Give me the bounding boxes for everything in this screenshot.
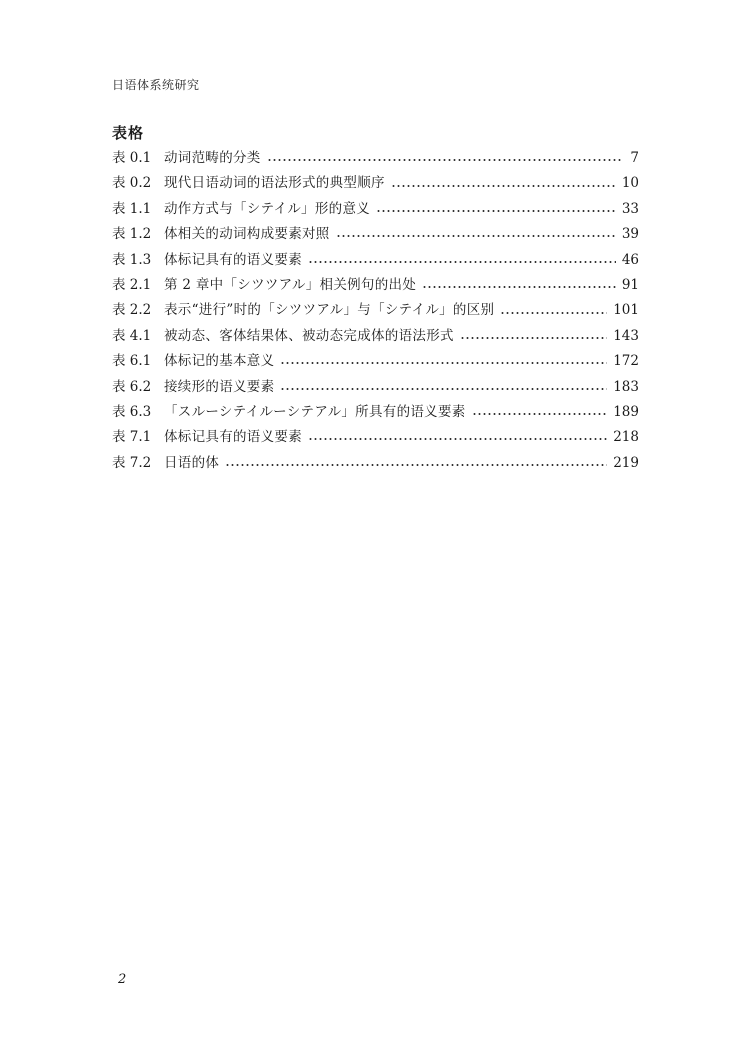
- entry-number: 表 7.1: [112, 429, 152, 446]
- toc-entry[interactable]: [112, 146, 639, 171]
- dot-leader: [308, 261, 616, 263]
- entry-title: 「スルーシテイルーシテアル」所具有的语义要素: [164, 403, 466, 420]
- entry-title: 动作方式与「シテイル」形的意义: [164, 200, 371, 217]
- entry-number: 表 6.2: [112, 378, 152, 395]
- entry-title: 第 2 章中「シツツアル」相关例句的出处: [164, 276, 417, 293]
- dot-leader: [376, 210, 616, 212]
- entry-page: 91: [621, 276, 639, 293]
- entry-number: 表 6.1: [112, 353, 152, 370]
- entry-title: 日语的体: [164, 454, 220, 471]
- entry-page: 10: [621, 175, 639, 192]
- entry-number: 表 1.2: [112, 226, 152, 243]
- toc-entry[interactable]: [112, 451, 639, 476]
- entry-title: 现代日语动词的语法形式的典型顺序: [164, 175, 385, 192]
- dot-leader: [391, 185, 616, 187]
- entry-number: 表 2.2: [112, 302, 152, 319]
- entry-page: 101: [613, 302, 639, 319]
- entry-title: 体标记具有的语义要素: [164, 251, 302, 268]
- entry-number: 表 6.3: [112, 403, 152, 420]
- running-header: 日语体系统研究: [112, 78, 200, 92]
- entry-page: 218: [613, 429, 639, 446]
- section-title: 表格: [112, 124, 145, 142]
- toc-entry[interactable]: [112, 222, 639, 247]
- entry-page: 189: [613, 403, 639, 420]
- entry-title: 体标记的基本意义: [164, 353, 275, 370]
- entry-page: 219: [613, 454, 639, 471]
- entry-number: 表 0.1: [112, 150, 152, 166]
- dot-leader: [225, 464, 607, 466]
- dot-leader: [308, 438, 607, 440]
- entry-page: 7: [630, 150, 639, 166]
- dot-leader: [280, 362, 607, 364]
- entry-number: 表 7.2: [112, 454, 152, 471]
- entry-title: 接续形的语义要素: [164, 378, 275, 395]
- entry-title: 体标记具有的语义要素: [164, 429, 302, 446]
- dot-leader: [500, 312, 607, 314]
- toc-entry[interactable]: [112, 171, 639, 196]
- entry-page: 46: [621, 251, 639, 268]
- page-number: 2: [118, 972, 127, 987]
- toc-entry[interactable]: [112, 197, 639, 222]
- entry-page: 33: [621, 200, 639, 217]
- entry-title: 动词范畴的分类: [164, 150, 261, 166]
- entry-title: 被动态、客体结果体、被动态完成体的语法形式: [164, 327, 454, 344]
- toc-entry[interactable]: [112, 248, 639, 273]
- dot-leader: [460, 337, 607, 339]
- entry-title: 体相关的动词构成要素对照: [164, 226, 330, 243]
- dot-leader: [336, 235, 616, 237]
- entry-number: 表 1.3: [112, 251, 152, 268]
- toc-entry[interactable]: [112, 349, 639, 374]
- entry-number: 表 2.1: [112, 276, 152, 293]
- dot-leader: [267, 159, 623, 161]
- toc-entry[interactable]: [112, 425, 639, 450]
- toc-entry[interactable]: [112, 400, 639, 425]
- table-of-tables-list: [112, 146, 639, 476]
- entry-title: 表示“进行”时的「シツツアル」与「シテイル」的区别: [164, 302, 495, 319]
- toc-entry[interactable]: [112, 375, 639, 400]
- entry-number: 表 0.2: [112, 175, 152, 192]
- entry-page: 39: [621, 226, 639, 243]
- dot-leader: [280, 388, 607, 390]
- toc-entry[interactable]: [112, 273, 639, 298]
- entry-page: 183: [613, 378, 639, 395]
- entry-number: 表 4.1: [112, 327, 152, 344]
- dot-leader: [472, 413, 608, 415]
- entry-page: 172: [613, 353, 639, 370]
- toc-entry[interactable]: [112, 324, 639, 349]
- entry-page: 143: [613, 327, 639, 344]
- dot-leader: [422, 286, 616, 288]
- toc-entry[interactable]: [112, 298, 639, 323]
- entry-number: 表 1.1: [112, 200, 152, 217]
